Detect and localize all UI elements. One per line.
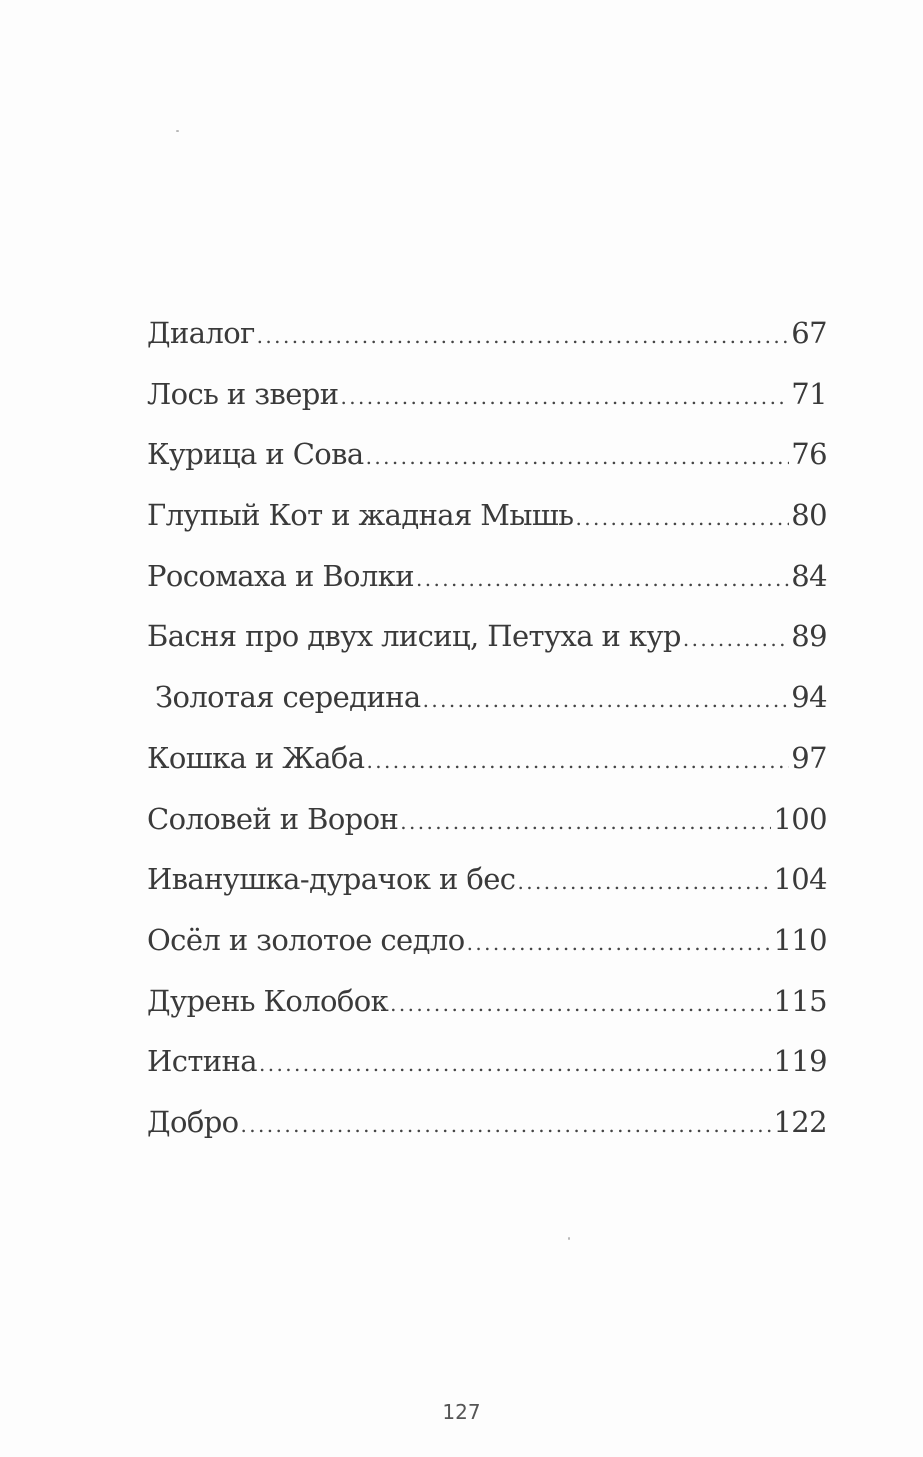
toc-entry-title: Соловей и Ворон: [147, 801, 399, 836]
toc-entry-page: 76: [791, 437, 827, 472]
toc-entry[interactable]: [147, 741, 827, 802]
toc-entry-title: Лось и звери: [147, 376, 339, 411]
toc-entry[interactable]: [147, 680, 827, 741]
toc-entry-page: 100: [773, 801, 827, 836]
toc-entry-title: Росомаха и Волки: [147, 558, 414, 593]
dot-leader: [366, 445, 790, 469]
dot-leader: [340, 385, 789, 409]
toc-entry[interactable]: [147, 559, 827, 620]
toc-entry[interactable]: [147, 1044, 827, 1105]
toc-entry-page: 122: [773, 1104, 827, 1139]
table-of-contents: [147, 316, 827, 1166]
toc-entry-title: Добро: [147, 1104, 239, 1139]
toc-entry-page: 110: [773, 922, 827, 957]
toc-entry[interactable]: [147, 1105, 827, 1166]
toc-entry-page: 97: [791, 740, 827, 775]
toc-entry-page: 89: [791, 619, 827, 654]
toc-entry-title: Басня про двух лисиц, Петуха и кур: [147, 619, 681, 654]
toc-entry-title: Кошка и Жаба: [147, 740, 365, 775]
page-number: 127: [442, 1400, 481, 1424]
toc-entry[interactable]: [147, 862, 827, 923]
toc-entry-page: 84: [791, 558, 827, 593]
dot-leader: [366, 749, 789, 773]
toc-entry[interactable]: [147, 923, 827, 984]
dot-leader: [683, 627, 789, 651]
dot-leader: [416, 567, 789, 591]
toc-entry-title: Курица и Сова: [147, 437, 364, 472]
toc-entry[interactable]: [147, 984, 827, 1045]
toc-entry-page: 94: [791, 680, 827, 715]
toc-entry-title: Золотая середина: [155, 680, 421, 715]
toc-entry-page: 104: [773, 862, 827, 897]
toc-entry-title: Истина: [147, 1044, 257, 1079]
dot-leader: [423, 688, 790, 712]
toc-entry[interactable]: [147, 437, 827, 498]
toc-entry-page: 115: [773, 983, 827, 1018]
toc-entry[interactable]: [147, 802, 827, 863]
toc-entry-title: Дурень Колобок: [147, 983, 389, 1018]
toc-entry-title: Иванушка-дурачок и бес: [147, 862, 516, 897]
scan-speck: [176, 130, 179, 132]
dot-leader: [259, 1052, 772, 1076]
toc-entry-page: 67: [791, 316, 827, 350]
toc-entry[interactable]: [147, 377, 827, 438]
toc-entry-title: Осёл и золотое седло: [147, 922, 465, 957]
toc-entry-page: 71: [791, 376, 827, 411]
toc-entry-page: 80: [791, 498, 827, 533]
dot-leader: [575, 506, 789, 530]
toc-entry[interactable]: [147, 316, 827, 377]
dot-leader: [390, 992, 771, 1016]
dot-leader: [257, 324, 790, 348]
dot-leader: [400, 810, 771, 834]
dot-leader: [517, 870, 771, 894]
dot-leader: [467, 931, 772, 955]
toc-entry-page: 119: [773, 1044, 827, 1079]
toc-entry[interactable]: [147, 498, 827, 559]
scan-speck: [568, 1237, 570, 1240]
toc-entry-title: Глупый Кот и жадная Мышь: [147, 498, 574, 533]
toc-entry[interactable]: [147, 619, 827, 680]
toc-entry-title: Диалог: [147, 316, 255, 350]
dot-leader: [241, 1113, 772, 1137]
